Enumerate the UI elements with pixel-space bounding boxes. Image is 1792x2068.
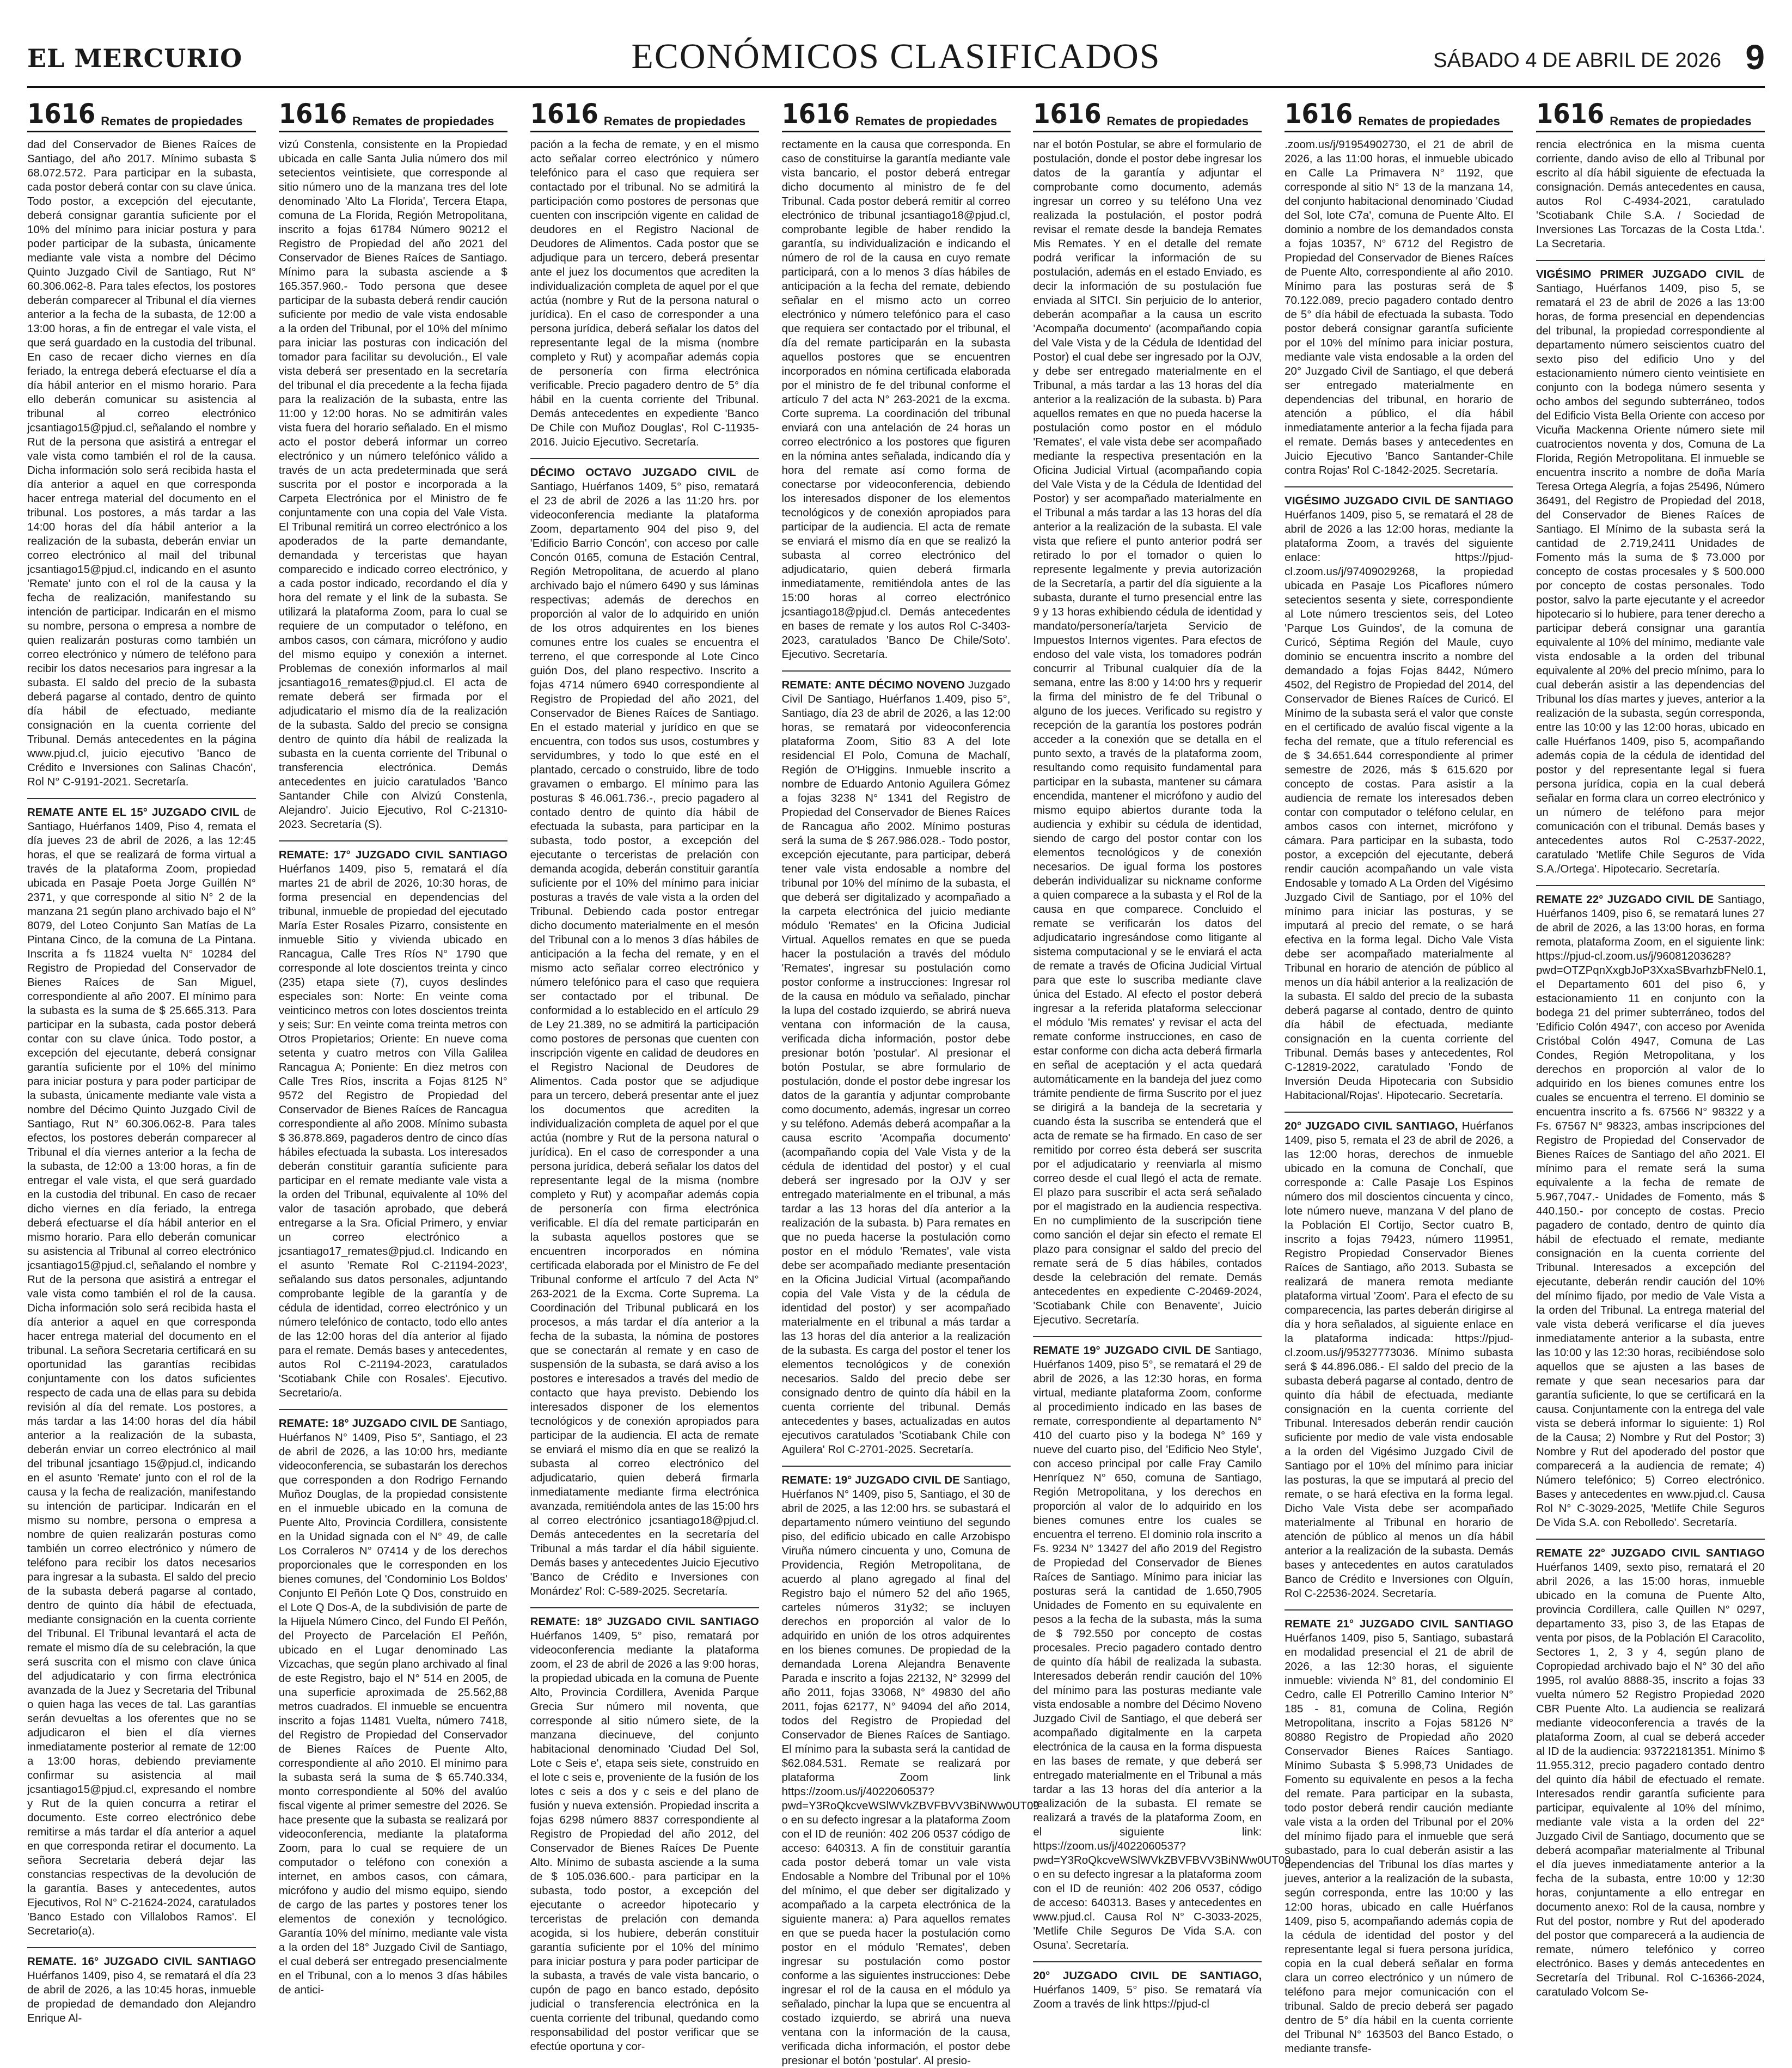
ad-text: Santiago, Huérfanos N° 1409, Piso 5°, Santiago, el 23 de abril de 2026, a las 10:00 hrs, mediante videoconferencia, se subastarán los derechos que corresponden a don Rodrigo Fernando Muñoz Douglas, de la propiedad consistente en el inmueble ubicado en la comuna de Puente Alto, Provincia Cordillera, consistente en la Unidad signada con el N° 49, de calle Los Corraleros N° 07414 y de los derechos proporcionales que le corresponden en los bienes comunes, del 'Condominio Los Boldos' Conjunto El Peñón Lote Q Dos, construido en el Lote Q Dos-A, de la subdivisión de parte de la Hijuela Número Cinco, del Fundo El Peñón, del Proyecto de Parcelación El Peñón, ubicado en el Lugar denominado Las Vizcachas, que según plano archivado al final de este Registro, bajo el N° 514 en 2005, de una superficie aproximada de 25.562,88 metros cuadrados. El inmueble se encuentra inscrito a fojas 11481 Vuelta, número 7418, del Registro de Propiedad del Conservador de Bienes Raíces de Puente Alto, correspondiente al año 2010. El mínimo para la subasta será la suma de $ 65.740.334, monto correspondiente al 50% del avalúo fiscal vigente al primer semestre del 2026. Se hace presente que la subasta se realizará por videoconferencia, mediante la plataforma Zoom, para lo cual se requiere de un computador o teléfono con conexión a internet, en ambos casos, con cámara, micrófono y audio del mismo equipo, siendo de cargo de las partes y postores tener los elementos de conexión y tecnológico. Garantía 10% del mínimo, mediante vale vista a la orden del 18° Juzgado Civil de Santiago, el cual deberá ser entregado presencialmente en el Tribunal, con a lo menos 3 días hábiles de antici- <box>278 1417 507 1996</box>
ad-text: dad del Conservador de Bienes Raíces de Santiago, del año 2017. Mínimo subasta $ 68.072.572. Para participar en la subasta, cada postor deberá contar con su clave única. Todo postor, a excepción del ejecutante, deberá consignar garantía suficiente por el 10% del mínimo para iniciar postura y para poder participar de la subasta, únicamente mediante vale vista a nombre del Décimo Quinto Juzgado Civil de Santiago, Rut N° 60.306.062-8. Para tales efectos, los postores deberán comparecer al Tribunal el día viernes anterior a la fecha de la subasta, de 12:00 a 13:00 horas, a fin de entregar el vale vista, el que será guardado en la custodia del tribunal. En caso de recaer dicho viernes en día feriado, la entrega deberá efectuarse el día a día hábil anterior en el mismo horario. Para ello deberán comunicar su asistencia al tribunal al correo electrónico jcsantiago15@pjud.cl, señalando el nombre y Rut de la persona que asistirá a entregar el vale vista como también el rol de la causa. Dicha información solo será recibida hasta el día anterior a aquel en que corresponda hacer entrega material del documento en el tribunal. Los postores, a más tardar a las 14:00 horas del día hábil anterior a la realización de la subasta, deberán enviar un correo electrónico al mail del tribunal jcsantiago15@pjud.cl, indicando en el asunto 'Remate' junto con el rol de la causa y la fecha de realización, manifestando su intención de participar. Indicarán en el mismo su nombre, persona o empresa a nombre de quien realizarán posturas como también un correo electrónico y número de teléfono para recibir los datos necesarios para ingresar a la subasta. El saldo del precio de la subasta deberá pagarse al contado, dentro de quinto día hábil de efectuado, mediante consignación en la cuenta corriente del Tribunal. Demás antecedentes en la página www.pjud.cl, juicio ejecutivo 'Banco de Crédito e Inversiones con Salinas Chacón', Rol N° C-9191-2021. Secretaría. <box>27 138 256 788</box>
category-code: 1616 <box>1536 98 1605 130</box>
ad-text: Santiago, Huérfanos N° 1409, piso 5, Santiago, el 30 de abril de 2025, a las 12:00 hrs. se subastará el departamento número veintiuno del segundo piso, del edificio ubicado en calle Arzobispo Viruña número cincuenta y uno, Comuna de Providencia, Región Metropolitana, de acuerdo al plano agregado al final del Registro bajo el número 52 del año 1965, carteles números 31y32; se incluyen derechos en proporción al valor de lo adquirido en unión de los otros adquirentes en los bienes comunes. De propiedad de la demandada Lorena Alejandra Benavente Parada e inscrito a fojas 22132, N° 32999 del año 2011, fojas 33068, N° 49830 del año 2011, fojas 62177, N° 94094 del año 2014, todos del Registro de Propiedad del Conservador de Bienes Raíces de Santiago. El mínimo para la subasta será la cantidad de $62.084.531. Remate se realizará por plataforma Zoom link https://zoom.us/j/4022060537?pwd=Y3RoQkcveWSlWVkZBVFBVV3BiNWw0UT09 o en su defecto ingresar a la plataforma Zoom con el ID de reunión: 402 206 0537 código de acceso: 640313. A fin de constituir garantía cada postor deberá tomar un vale vista Endosable a Nombre del Tribunal por el 10% del mínimo, el que deber ser digitalizado y acompañado a la carpeta electrónica de la siguiente manera: a) Para aquellos remates en que se pueda hacer la postulación como postor en el módulo 'Remates', deben ingresar su postulación como postor conforme a las siguientes instrucciones: Debe ingresar el rol de la causa en el módulo ya señalado, pinchar la lupa que se encuentra al costado izquierdo, se abrirá una nueva ventana con la información de la causa, verificada dicha información, el postor debe presionar el botón 'postular'. Al presio- <box>781 1474 1039 2067</box>
classified-ad <box>1033 138 1262 1327</box>
ad-heading: 20° JUZGADO CIVIL DE SANTIAGO, <box>1033 1969 1262 1982</box>
ad-separator <box>1536 260 1765 261</box>
column-7 <box>1536 93 1766 1998</box>
column-heading <box>530 93 759 132</box>
category-code: 1616 <box>1285 98 1353 130</box>
ad-separator <box>27 798 256 799</box>
ad-text: Huérfanos 1409, piso 5, Santiago, subastará en modalidad presencial el 21 de abril de 2026, a las 12:30 horas, el siguiente inmueble: vivienda N° 81, del condominio El Cedro, calle El Potrerillo Camino Interior N° 185 - 81, comuna de Colina, Región Metropolitana, inscrito a Fojas 58126 N° 80880 Registro de Propiedad año 2020 Conservador Bienes Raíces Santiago. Mínimo Subasta $ 5.998,73 Unidades de Fomento su equivalente en pesos a la fecha del remate. Para participar en la subasta, todo postor deberá rendir caución mediante vale vista a la orden del Tribunal por el 20% del mínimo fijado para el inmueble que será subastado, para lo cual deberán asistir a las dependencias del Tribunal los días martes y jueves, anterior a la realización de la subasta, según corresponda, entre las 10:00 y las 12:00 horas, ubicado en calle Huérfanos 1409, piso 5, acompañando además copia de la cédula de identidad del postor y del representante legal si fuera persona jurídica, copia en la cual deberá señalar en forma clara un correo electrónico y un número de teléfono para mejor comunicación con el tribunal. Saldo de precio deberá ser pagado dentro de 5° día hábil en la cuenta corriente del Tribunal N° 163503 del Banco Estado, o mediante transfe- <box>1285 1632 1514 2055</box>
column-6 <box>1285 93 1514 2055</box>
column-3 <box>530 93 759 2053</box>
category-code: 1616 <box>530 98 598 130</box>
column-heading <box>1033 93 1262 132</box>
column-body <box>27 132 256 2026</box>
ad-heading: REMATE: 18° JUZGADO CIVIL SANTIAGO <box>530 1615 759 1628</box>
category-label: Remates de propiedades <box>1610 114 1752 128</box>
classified-ad <box>1285 138 1513 478</box>
classified-ad <box>530 138 759 449</box>
column-heading <box>1536 93 1765 132</box>
column-body <box>279 132 507 1997</box>
ad-text: de Santiago, Huérfanos 1409, piso 5, se rematará el 23 de abril de 2026 a las 13:00 horas, de forma presencial en dependencias del tribunal, la propiedad correspondiente al departamento número seiscientos cuatro del sexto piso del edificio Uno y del estacionamiento número ciento veintisiete en conjunto con la bodega número sesenta y ocho ambos del segundo subterráneo, todos del Edificio Vista Bella Oriente con acceso por Vicuña Mackenna Oriente número siete mil cuatrocientos noventa y dos, Comuna de La Florida, Región Metropolitana. El inmueble se encuentra inscrito a nombre de doña María Teresa Ortega Alegría, a fojas 25496, Número 36491, del Registro de Propiedad del 2018, del Conservador de Bienes Raíces de Santiago. El Mínimo de la subasta será la cantidad de 2.719,2411 Unidades de Fomento más la suma de $ 73.000 por concepto de costas procesales y $ 500.000 por concepto de costas personales. Todo postor, salvo la parte ejecutante y el acreedor hipotecario si lo hubiere, para tener derecho a participar deberá consignar una garantía equivalente al 10% del mínimo, mediante vale vista endosable a la orden del tribunal equivalente al 20% del precio mínimo, para lo cual deberán asistir a las dependencias del Tribunal los días martes y jueves, anterior a la realización de la subasta, según corresponda, entre las 10:00 y las 12:00 horas, ubicado en calle Huérfanos 1409, piso 5, acompañando además copia de la cédula de identidad del postor y del representante legal si fuera persona jurídica, copia en la cual deberá señalar en forma clara un correo electrónico y un número de teléfono para mejor comunicación con el tribunal. Demás bases y antecedentes autos Rol C-2537-2022, caratulado 'Metlife Chile Seguros de Vida S.A./Ortega'. Hipotecario. Secretaría. <box>1536 268 1765 875</box>
classified-ad <box>27 138 256 789</box>
classified-ad <box>1285 1617 1513 2056</box>
ad-heading: VIGÉSIMO PRIMER JUZGADO CIVIL <box>1536 268 1753 280</box>
category-label: Remates de propiedades <box>1106 114 1249 128</box>
classified-ad <box>1285 494 1513 1103</box>
ad-text: .zoom.us/j/91954902730, el 21 de abril de 2026, a las 11:00 horas, el inmueble ubicado en Calle La Primavera N° 1192, que corresponde al sitio N° 13 de la manzana 14, del conjunto habitacional denominado 'Ciudad del Sol, lote C7a', comuna de Puente Alto. El dominio a nombre de los demandados consta a fojas 10357, N° 6712 del Registro de Propiedad del Conservador de Bienes Raíces de Puente Alto, correspondiente al año 2010. Mínimo para las posturas será de $ 70.122.089, precio pagadero contado dentro de 5° día hábil de efectuada la subasta. Todo postor deberá consignar garantía suficiente por el 10% del mínimo para iniciar postura, mediante vale vista endosable a la orden del 20° Juzgado Civil de Santiago, el que deberá ser entregado materialmente en dependencias del tribunal, en horario de atención a público, el día hábil inmediatamente anterior a la fecha fijada para el remate. Demás bases y antecedentes en Juicio Ejecutivo 'Banco Santander-Chile contra Rojas' Rol C-1842-2025. Secretaría. <box>1285 138 1514 477</box>
category-code: 1616 <box>27 98 96 130</box>
ad-text: de Santiago, Huérfanos 1409, Piso 4, remata el día jueves 23 de abril de 2026, a las 12:45 horas, el que se realizará de forma virtual a través de la plataforma Zoom, propiedad ubicada en Pasaje Poeta Jorge Guillén N° 2371, y que corresponde al sitio N° 2 de la manzana 21 según plano archivado bajo el N° 8079, del Loteo Conjunto San Matías de La Pintana Cinco, de la comuna de La Pintana. Inscrita a fs 11824 vuelta N° 10284 del Registro de Propiedad del Conservador de Bienes Raíces de San Miguel, correspondiente al año 2007. El mínimo para la subasta es la suma de $ 25.665.313. Para participar en la subasta, cada postor deberá contar con su clave única. Todo postor, a excepción del ejecutante, deberá consignar garantía suficiente por el 10% del mínimo para iniciar postura y para poder participar de la subasta, únicamente mediante vale vista a nombre del Décimo Quinto Juzgado Civil de Santiago, Rut N° 60.306.062-8. Para tales efectos, los postores deberán comparecer al Tribunal el día viernes anterior a la fecha de la subasta, de 12:00 a 13:00 horas, a fin de entregar el vale vista, el que será guardado en la custodia del tribunal. En caso de recaer dicho viernes en día feriado, la entrega deberá efectuarse el día hábil anterior en el mismo horario. Para ello deberán comunicar su asistencia al Tribunal al correo electrónico jcsantiago15@pjud.cl, señalando el nombre y Rut de la persona que asistirá a entregar el vale vista como también el rol de la causa. Dicha información solo será recibida hasta el día anterior a aquel en que corresponda hacer entrega material del documento en el tribunal. La señora Secretaria certificará en su oportunidad las garantías recibidas conjuntamente con los datos suficientes respecto de cada una de ellas para su debida revisión al día del remate. Los postores, a más tardar a las 14:00 horas del día hábil anterior a la realización de la subasta, deberán enviar un correo electrónico al mail del tribunal jcsantiago 15@pjud.cl, indicando en el asunto 'Remate' junto con el rol de la causa y la fecha de realización, manifestando su intención de participar. Indicarán en el mismo su nombre, persona o empresa a nombre de quien realizarán posturas como también un correo electrónico y número de teléfono para recibir los datos necesarios para ingresar a la subasta. El saldo del precio de la subasta deberá pagarse al contado, dentro de quinto día hábil de efectuada, mediante consignación en la cuenta corriente del Tribunal. El Tribunal levantará el acta de remate el mismo día de su celebración, la que será suscrita con el mismo con clave única del adjudicatario y con firma electrónica avanzada de la Juez y Secretaria del Tribunal o quien haga las veces de tal. Las garantías serán devueltas a los oferentes que no se adjudicaron el bien el día viernes inmediatamente posterior al remate de 12:00 a 13:00 horas, debiendo previamente confirmar su asistencia al mail jcsantiago15@pjud.cl, expresando el nombre y Rut de la quien concurra a retirar el documento. Este correo electrónico debe remitirse a más tardar el día anterior a aquel en que corresponda retirar el documento. La señora Secretaria deberá dejar las constancias respectivas de la devolución de la garantía. Bases y antecedentes, autos Ejecutivos, Rol N° C-21624-2024, caratulados 'Banco Estado con Villalobos Ramos'. El Secretario(a). <box>27 806 256 1937</box>
column-body <box>781 132 1039 2068</box>
classified-ad <box>781 1473 1039 2068</box>
page-header <box>27 33 1765 98</box>
category-code: 1616 <box>781 98 850 130</box>
classified-ad <box>1033 1344 1291 1953</box>
classified-ad <box>1536 1546 1765 1999</box>
ad-heading: REMATE: 17° JUZGADO CIVIL SANTIAGO <box>278 849 507 861</box>
category-label: Remates de propiedades <box>855 114 998 128</box>
ad-text: Huérfanos 1409, 5° piso, rematará por videoconferencia mediante la plataforma zoom, el 23 de abril de 2026 a las 9:00 horas, la propiedad ubicada en la comuna de Puente Alto, Provincia Cordillera, Avenida Parque Grecia Sur número mil noventa, que corresponde al sitio número siete, de la manzana diecinueve, del conjunto habitacional denominado 'Ciudad Del Sol, Lote c Seis e', etapa seis siete, construido en el lote c seis e, proveniente de la fusión de los lotes c seis a dos y c seis e del plano de fusión y nueva extensión. Propiedad inscrita a fojas 6298 número 8837 correspondiente al Registro de Propiedad del año 2012, del Conservador de Bienes Raíces De Puente Alto. Mínimo de subasta asciende a la suma de $ 105.036.600.- para participar en la subasta, todo postor, a excepción del ejecutante o acreedor hipotecario y terceristas de prelación con demanda acogida, si los hubiere, deberán constituir garantía suficiente por el 10% del mínimo para iniciar postura y para poder participar de la subasta, a través de vale vista bancario, o cupón de pago en banco estado, depósito judicial o transferencia electrónica en la cuenta corriente del tribunal, quedando como responsabilidad del postor verificar que se efectúe oportuna y cor- <box>530 1630 759 2053</box>
classified-columns <box>27 93 1766 2067</box>
category-code: 1616 <box>1033 98 1102 130</box>
classified-ad <box>279 138 507 832</box>
column-1 <box>27 93 256 2024</box>
ad-heading: 20° JUZGADO CIVIL SANTIAGO, <box>1285 1120 1462 1132</box>
classified-ad <box>1536 267 1765 876</box>
category-label: Remates de propiedades <box>101 114 243 128</box>
classified-ad <box>279 848 507 1400</box>
ad-heading: VIGÉSIMO JUZGADO CIVIL DE SANTIAGO <box>1285 495 1514 507</box>
edition-date: SÁBADO 4 DE ABRIL DE 2026 <box>1433 49 1721 72</box>
ad-separator <box>1536 1539 1765 1540</box>
page-number: 9 <box>1745 38 1765 77</box>
ad-separator <box>1285 1609 1513 1611</box>
ad-separator <box>1285 486 1513 487</box>
ad-separator <box>530 1607 759 1608</box>
ad-text: Huérfanos 1409, piso 5, rematará el día martes 21 de abril de 2026, 10:30 horas, de forma presencial en dependencias del tribunal, inmueble de propiedad del ejecutado María Ester Rosales Pizarro, consistente en inmueble Sitio y vivienda ubicado en Rancagua, Calle Tres Ríos N° 1790 que corresponde al lote doscientos treinta y cinco (235) etapa siete (7), cuyos deslindes especiales son: Norte: En veinte coma veinticinco metros con lotes doscientos treinta y seis; Sur: En veinte coma treinta metros con Otros Propietarios; Oriente: En nueve coma setenta y cuatro metros con Villa Galilea Rancagua A; Poniente: En diez metros con Calle Tres Ríos, inscrita a Fojas 8125 N° 9572 del Registro de Propiedad del Conservador de Bienes Raíces de Rancagua correspondiente al año 2008. Mínimo subasta $ 36.878.869, pagaderos dentro de cinco días hábiles efectuada la subasta. Los interesados deberán constituir garantía suficiente para participar en el remate mediante vale vista a la orden del Tribunal, equivalente al 10% del valor de tasación aprobado, que deberá entregarse a la Sra. Oficial Primero, y enviar un correo electrónico a jcsantiago17_remates@pjud.cl. Indicando en el asunto 'Remate Rol C-21194-2023', señalando sus datos personales, adjuntando comprobante legible de la garantía y de cédula de identidad, correo electrónico y un número telefónico de contacto, todo ello antes de las 12:00 horas del día anterior al fijado para el remate. Demás bases y antecedentes, autos Rol C-21194-2023, caratulados 'Scotiabank Chile con Rosales'. Ejecutivo. Secretario/a. <box>278 863 507 1399</box>
column-4 <box>781 93 1039 2067</box>
ad-text: Huérfanos 1409, 5° piso. Se rematará vía Zoom a través de link https://pjud-cl <box>1033 1984 1262 2010</box>
ad-text: Juzgado Civil De Santiago, Huérfanos 1.409, piso 5°, Santiago, día 23 de abril de 2026, a las 12:00 horas, se rematará por videoconferencia plataforma Zoom, Sitio 83 A del lote residencial El Polo, Comuna de Machalí, Región de O'Higgins. Inmueble inscrito a nombre de Eduardo Antonio Aguilera Gómez a fojas 3238 N° 1341 del Registro de Propiedad del Conservador de Bienes Raíces de Rancagua año 2002. Mínimo posturas será la suma de $ 267.986.028.- Todo postor, excepción ejecutante, para participar, deberá tener vale vista endosable a nombre del tribunal por 10% del mínimo de la subasta, el que deberá ser digitalizado y acompañado a la carpeta electrónica del juicio mediante módulo 'Remates' en la Oficina Judicial Virtual. Aquellos remates en que se pueda hacer la postulación a través del módulo 'Remates', ingresar su postulación como postor conforme a instrucciones: Ingresar rol de la causa en módulo va señalado, pinchar la lupa del costado izquierdo, se abrirá nueva ventana con información de la causa, verificada dicha información, postor debe presionar botón 'postular'. Al presionar el botón Postular, se abre formulario de postulación, donde el postor debe ingresar los datos de la garantía y adjuntar comprobante como documento, además, ingresar un correo y su teléfono. Además deberá acompañar a la causa escrito 'Acompaña documento' (acompañando copia del Vale Vista y de la cédula de identidad del postor) y el cual deberá ser ingresado por la OJV y ser entregado materialmente en el tribunal, a más tardar a las 13 horas del día anterior a la realización de la subasta. b) Para remates en que no pueda hacerse la postulación como postor en el módulo 'Remates', vale vista debe ser acompañado mediante presentación en la Oficina Judicial Virtual (acompañando copia del Vale Vista y de la cédula de identidad del postor) y ser acompañado materialmente en el tribunal a más tardar a las 13 horas del día anterior a la realización de la subasta. Es carga del postor el tener los elementos tecnológicos y de conexión necesarios. Saldo del precio debe ser consignado dentro de quinto día hábil en la cuenta corriente del tribunal. Demás antecedentes y bases, actualizadas en autos ejecutivos caratulados 'Scotiabank Chile con Aguilera' Rol C-2701-2025. Secretaría. <box>781 679 1011 1456</box>
ad-separator <box>782 670 1011 672</box>
column-heading <box>279 93 507 132</box>
classified-ad <box>279 1417 507 1997</box>
category-label: Remates de propiedades <box>1358 114 1500 128</box>
ad-text: nar el botón Postular, se abre el formulario de postulación, donde el postor debe ingresar los datos de la garantía y adjuntar el comprobante como documento, además ingresar un correo y su teléfono Una vez realizada la postulación, el postor podrá revisar el remate desde la bandeja Remates Mis Remates. Y en el detalle del remate podrá verificar la información de su postulación, además en el estado Enviado, es decir la información de su postulación fue enviada al SITCI. Sin perjuicio de lo anterior, deberán acompañar a la causa un escrito 'Acompaña documento' (acompañando copia del Vale Vista y de la Cédula de Identidad del Postor) el cual debe ser ingresado por la OJV, y debe ser entregado materialmente en el Tribunal, a más tardar a las 13 horas del día anterior a la realización de la subasta. b) Para aquellos remates en que no pueda hacerse la postulación como postor en el módulo 'Remates', el vale vista debe ser acompañado mediante la respectiva presentación en la Oficina Judicial Virtual (acompañando copia del Vale Vista y de la Cédula de Identidad del Postor) y ser acompañado materialmente en el Tribunal a más tardar a las 13 horas del día anterior a la realización de la subasta. El vale vista que refiere el punto anterior podrá ser retirado lo por el tomador o quien lo represente legalmente y previa autorización de la Secretaría, a partir del día siguiente a la subasta, durante el turno presencial entre las 9 y 13 horas exhibiendo cédula de identidad y mandato/personería/tarjeta Servicio de Impuestos Internos vigentes. Para efectos de endoso del vale vista, los tomadores podrán concurrir al Tribunal cualquier día de la semana, entre las 8:00 y 14:00 hrs y requerir la firma del ministro de fe del Tribunal o alguno de los jueces. Verificado su registro y recepción de la garantía los postores podrán acceder a la conexión que se detalla en el punto sexto, a través de la plataforma zoom, resultando como requisito fundamental para participar en la subasta, mantener su cámara encendida, mantener el micrófono y audio del mismo equipo abiertos durante toda la audiencia y exhibir su cédula de identidad, siendo de cargo del postor contar con los elementos tecnológicos y de conexión necesarios. De igual forma los postores deberán individualizar su nickname conforme a quien comparece a la subasta y el Rol de la causa en que comparece. Concluido el remate se verificarán los datos del adjudicatario ingresándose como litigante al sistema computacional y se le enviará el acta de remate a través de Oficina Judicial Virtual para que este lo suscriba mediante clave única del Estado. Al efecto el postor deberá ingresar a la referida plataforma seleccionar el módulo 'Mis remates' y revisar el acta del remate conforme instrucciones, en caso de estar conforme con dicha acta deberá firmarla en señal de aceptación y el acta quedará automáticamente en la bandeja del juez como trámite pendiente de firma Suscrito por el juez se dirigirá a la bandeja de la secretaria y cuando ésta la suscriba se entenderá que el acta de remate se ha firmado. En caso de ser remitido por correo ésta deberá ser suscrita por el adjudicatario y reenviarla al mismo correo desde el cual llegó el acta de remate. El plazo para suscribir el acta será señalado por el magistrado en la audiencia respectiva. En no cumplimiento de la suscripción tiene como sanción el dejar sin efecto el remate El plazo para consignar el saldo del precio del remate será de 5 días hábiles, contados desde la celebración del remate. Demás antecedentes en expediente C-20469-2024, 'Scotiabank Chile con Benavente', Juicio Ejecutivo. Secretaría. <box>1033 138 1262 1326</box>
ad-text: Santiago, Huérfanos 1409, piso 6, se rematará lunes 27 de abril de 2026, a las 13:00 horas, en forma remota, plataforma Zoom, en el siguiente link: https://pjud-cl.zoom.us/j/96081203628?pwd=OTZPqnXxgbJoP3XxaSBvarhzbFNel0.1, el Departamento 601 del piso 6, y estacionamiento 11 en conjunto con la bodega 21 del primer subterráneo, todos del 'Edificio Colón 4947', con acceso por Avenida Cristóbal Colón 4947, Comuna de Las Condes, Región Metropolitana, y los derechos en proporción al valor de lo adquirido en los bienes comunes entre los cuales se encuentra el terreno. El dominio se encuentra inscrito a fs. 67566 N° 98322 y a Fs. 67567 N° 98323, ambas inscripciones del Registro de Propiedad del Conservador de Bienes Raíces de Santiago del año 2021. El mínimo para el remate será la suma equivalente a la fecha de remate de 5.967,7047.- Unidades de Fomento, más $ 440.150.- por concepto de costas. Precio pagadero de contado, dentro de quinto día hábil de efectuado el remate, mediante consignación en la cuenta corriente del Tribunal. Interesados a excepción del ejecutante, deberán rendir caución del 10% del mínimo fijado, por medio de Vale Vista a la orden del Tribunal. La entrega material del vale vista deberá verificarse el día jueves inmediatamente anterior a la subasta, entre las 10:00 y las 12:30 horas, recibiéndose solo aquellos que se ajusten a las bases de remate y que sean necesarios para dar garantía suficiente, lo que se certificará en la causa. Conjuntamente con la entrega del vale vista se deberá informar lo siguiente: 1) Rol de la Causa; 2) Nombre y Rut del Postor; 3) Nombre y Rut del apoderado del postor que comparecerá a la audiencia de remate; 4) Número telefónico; 5) Correo electrónico. Bases y antecedentes en www.pjud.cl. Causa Rol N° C-3029-2025, 'Metlife Chile Seguros De Vida S.A. con Rebolledo'. Secretaría. <box>1536 893 1766 1529</box>
ad-separator <box>530 458 759 459</box>
ad-text: Huérfanos 1409, piso 5, remata el 23 de abril de 2026, a las 12:00 horas, derechos de inmueble ubicado en la comuna de Conchalí, que corresponde a: Calle Pasaje Los Espinos número dos mil doscientos cincuenta y cinco, lote número nueve, manzana V del plano de la Población El Cortijo, Sector cuatro B, inscrito a fojas 79423, número 119951, Registro Propiedad Conservador Bienes Raíces de Santiago, año 2013. Subasta se realizará de manera remota mediante plataforma virtual 'Zoom'. Para el efecto de su comparecencia, las partes deberán dirigirse al día y hora señalados, al siguiente enlace en la plataforma indicada: https://pjud-cl.zoom.us/j/95327773036. Mínimo subasta será $ 44.896.086.- El saldo del precio de la subasta deberá pagarse al contado, dentro de quinto día hábil de efectuada, mediante consignación en la cuenta corriente del Tribunal. Interesados deberán rendir caución suficiente por medio de vale vista endosable a la orden del Vigésimo Juzgado Civil de Santiago por el 10% del mínimo para iniciar las posturas, la que se imputará al precio del remate, o se hará efectiva en la forma legal. Dicho Vale Vista debe ser acompañado materialmente al Tribunal en horario de atención de público al menos un día hábil anterior a la realización de la subasta. Demás bases y antecedentes en autos caratulados Banco de Crédito e Inversiones con Olguín, Rol C-22536-2024. Secretaría. <box>1285 1120 1514 1600</box>
classified-ad <box>782 678 1011 1457</box>
ad-separator <box>782 1466 1011 1467</box>
classified-ad <box>530 1615 759 2054</box>
ad-heading: REMATE. 16° JUZGADO CIVIL SANTIAGO <box>27 1955 256 1968</box>
classified-ad <box>27 1955 256 2026</box>
ad-separator <box>279 840 507 841</box>
header-rule <box>27 86 1765 88</box>
ad-heading: REMATE: ANTE DÉCIMO NOVENO <box>781 679 968 691</box>
classified-ad <box>1536 893 1765 1530</box>
ad-text: Santiago, Huérfanos 1409, piso 5°, se rematará el 29 de abril de 2026, a las 12:30 horas, en forma virtual, mediante plataforma Zoom, conforme al procedimiento indicado en las bases de remate, correspondiente al departamento N° 410 del cuarto piso y la bodega N° 169 y nueve del cuarto piso, del 'Edificio Neo Style', con acceso principal por calle Fray Camilo Henríquez N° 650, comuna de Santiago, Región Metropolitana, y los derechos en proporción al valor de lo adquirido en los bienes comunes entre los cuales se encuentra el terreno. El dominio rola inscrito a Fs. 9234 N° 13427 del año 2019 del Registro de Propiedad del Conservador de Bienes Raíces de Santiago. Mínimo para iniciar las posturas será la cantidad de 1.650,7905 Unidades de Fomento en su equivalente en pesos a la fecha de la subasta, más la suma de $ 792.550 por concepto de costas procesales. Precio pagadero contado dentro de quinto día hábil de realizada la subasta. Interesados deberán rendir caución del 10% del mínimo para las posturas mediante vale vista endosable a nombre del Décimo Noveno Juzgado Civil de Santiago, el que deberá ser acompañado digitalmente en la carpeta electrónica de la causa en la forma dispuesta en las bases de remate, y que deberá ser entregado materialmente en el Tribunal a más tardar a las 13 horas del día anterior a la realización de la subasta. El remate se realizará a través de la plataforma Zoom, en el siguiente link: https://zoom.us/j/4022060537?pwd=Y3RoQkcveWSlWVkZBVFBVV3BiNWw0UT09 o en su defecto ingresar a la plataforma zoom con el ID de reunión: 402 206 0537, código de acceso: 640313. Bases y antecedentes en www.pjud.cl. Causa Rol N° C-3033-2025, 'Metlife Chile Seguros De Vida S.A. con Osuna'. Secretaría. <box>1033 1344 1291 1951</box>
column-body <box>1033 132 1291 2011</box>
ad-text: vizú Constenla, consistente en la Propiedad ubicada en calle Santa Julia número dos mil setecientos veintisiete, que corresponde al sitio número uno de la manzana tres del lote denominado 'Alto La Florida', Tercera Etapa, comuna de La Florida, Región Metropolitana, inscrito a fojas 61784 Número 90212 el Registro de Propiedad del año 2021 del Conservador de Bienes Raíces de Santiago. Mínimo para la subasta asciende a $ 165.357.960.- Todo persona que desee participar de la subasta deberá rendir caución suficiente por medio de vale vista endosable a la orden del Tribunal, por el 10% del mínimo para iniciar las posturas con indicación del tomador para facilitar su devolución., El vale vista deberá ser presentado en la secretaría del tribunal el día precedente a la fecha fijada para la realización de la subasta, entre las 11:00 y 12:00 horas. No se admitirán vales vista fuera del horario señalado. En el mismo acto el postor deberá informar un correo electrónico y un número telefónico válido a través de un acta predeterminada que será suscrita por el postor e incorporada a la Carpeta Electrónica por el Ministro de fe conjuntamente con una copia del Vale Vista. El Tribunal remitirá un correo electrónico a los apoderados de la parte demandante, demandada y terceristas que hayan comparecido e indicado correo electrónico, y a cada postor indicado, recordando el día y hora del remate y el link de la subasta. Se utilizará la plataforma Zoom, para lo cual se requiere de un computador o teléfono, en ambos casos, con cámara, micrófono y audio del mismo equipo y conexión a internet. Problemas de conexión informarlos al mail jcsantiago16_remates@pjud.cl. El acta de remate deberá ser firmada por el adjudicatario el mismo día de la realización de la subasta. Saldo del precio se consigna dentro de quinto día hábil de realizada la subasta en la cuenta corriente del Tribunal o transferencia electrónica. Demás antecedentes en juicio caratulados 'Banco Santander Chile con Alvizú Constenla, Alejandro'. Juicio Ejecutivo, Rol C-21310-2023. Secretaría (S). <box>278 138 507 831</box>
ad-text: rencia electrónica en la misma cuenta corriente, dando aviso de ello al Tribunal por escrito al día hábil siguiente de efectuada la consignación. Demás antecedentes en causa, autos Rol C-4934-2021, caratulado 'Scotiabank Chile S.A. / Sociedad de Inversiones Las Torcazas de la Costa Ltda.'. La Secretaria. <box>1536 138 1765 250</box>
column-2 <box>278 93 507 1996</box>
ad-heading: REMATE 19° JUZGADO CIVIL DE <box>1033 1344 1215 1357</box>
category-code: 1616 <box>278 98 347 130</box>
ad-heading: REMATE: 18° JUZGADO CIVIL DE <box>278 1417 461 1430</box>
classified-ad <box>27 806 256 1938</box>
ad-text: de Santiago, Huérfanos 1409, 5° piso, rematará el 23 de abril de 2026 a las 11:20 hrs. por videoconferencia mediante la plataforma Zoom, departamento 904 del piso 9, del 'Edificio Barrio Concón', con acceso por calle Concón 0165, comuna de Estación Central, Región Metropolitana, de acuerdo al plano archivado bajo el número 6490 y sus láminas respectivas; además de derechos en proporción al valor de lo adquirido en unión de los otros adquirentes en los bienes comunes entre los cuales se encuentra el terreno, el que corresponde al Lote Cinco guión Dos, del plano respectivo. Inscrito a fojas 4714 número 6940 correspondiente al Registro de Propiedad del año 2021, del Conservador de Bienes Raíces de Santiago. En el estado material y jurídico en que se encuentra, con todos sus usos, costumbres y servidumbres, y todo lo que esté en el plantado, cercado o construido, libre de todo gravamen o embargo. El mínimo para las posturas $ 46.061.736.-, precio pagadero al contado dentro de quinto día hábil de efectuada la subasta, para participar en la subasta, todo postor, a excepción del ejecutante o terceristas de prelación con demanda acogida, deberán constituir garantía suficiente por el 10% del mínimo para iniciar posturas a través de vale vista a la orden del Tribunal. Debiendo cada postor entregar dicho documento materialmente en el mesón del Tribunal con a lo menos 3 días hábiles de anticipación a la fecha del remate, y en el mismo acto señalar correo electrónico y número telefónico para el caso que requiera ser contactado por el tribunal. De conformidad a lo establecido en el artículo 29 de Ley 21.389, no se admitirá la participación como postores de personas que cuenten con inscripción vigente en calidad de deudores en el Registro Nacional de Deudores de Alimentos. Cada postor que se adjudique para un tercero, deberá presentar ante el juez los documentos que acrediten la individualización completa de aquel por el que actúa (nombre y Rut de la persona natural o jurídica). En el caso de corresponder a una persona jurídica, deberá señalar los datos del representante legal de la misma (nombre completo y Rut) y acompañar además copia de personería con firma electrónica verificable. El día del remate participarán en la subasta aquellos postores que se encuentren incorporados en nómina certificada elaborada por el Ministro de Fe del Tribunal conforme el artículo 7 del Acta N° 263-2021 de la Excma. Corte Suprema. La Coordinación del Tribunal publicará en los procesos, a más tardar el día anterior a la fecha de la subasta, la nómina de postores que se conectarán al remate y en caso de suspensión de la subasta, se dará aviso a los postores e interesados a través del medio de contacto que haya previsto. Debiendo los interesados disponer de los elementos tecnológicos y de conexión apropiados para participar de la audiencia. El acta de remate se enviará el mismo día en que se realizó la subasta al correo electrónico del adjudicatario, quien deberá firmarla inmediatamente mediante firma electrónica avanzada, remitiéndola antes de las 15:00 hrs al correo electrónico jcsantiago18@pjud.cl. Demás antecedentes en la secretaría del Tribunal a más tardar el día hábil siguiente. Demás bases y antecedentes Juicio Ejecutivo 'Banco de Crédito e Inversiones con Monárdez' Rol: C-589-2025. Secretaría. <box>530 466 759 1597</box>
ad-separator <box>1285 1112 1513 1113</box>
classified-ad <box>1033 1969 1262 2011</box>
ad-separator <box>1033 1336 1262 1337</box>
classified-ad <box>1285 1119 1513 1601</box>
ad-text: pación a la fecha de remate, y en el mismo acto señalar correo electrónico y número telefónico para el caso que requiera ser contactado por el tribunal. No se admitirá la participación como postores de personas que cuenten con inscripción vigente en calidad de deudores en el Registro Nacional de Deudores de Alimentos. Cada postor que se adjudique para un tercero, deberá presentar ante el juez los documentos que acrediten la individualización completa de aquel por el que actúa (nombre y Rut de la persona natural o jurídica). En el caso de corresponder a una persona jurídica, deberá señalar los datos del representante legal de la misma (nombre completo y Rut) y acompañar además copia de personería con firma electrónica verificable. Precio pagadero dentro de 5° día hábil en la cuenta corriente del Tribunal. Demás antecedentes en expediente 'Banco De Chile con Muñoz Douglas', Rol C-11935-2016. Juicio Ejecutivo. Secretaría. <box>530 138 759 448</box>
column-body <box>1285 132 1513 2056</box>
ad-heading: REMATE: 19° JUZGADO CIVIL DE <box>781 1474 963 1486</box>
ad-heading: REMATE 22° JUZGADO CIVIL DE <box>1536 893 1718 906</box>
category-label: Remates de propiedades <box>603 114 746 128</box>
ad-separator <box>1536 885 1765 886</box>
ad-text: Huérfanos 1409, piso 5, se rematará el 28 de abril de 2026 a las 12:00 horas, mediante la plataforma Zoom, a través del siguiente enlace: https://pjud-cl.zoom.us/j/97409029268, la propiedad ubicada en Pasaje Los Picaflores número setecientos sesenta y siete, correspondiente al Lote número trescientos seis, del Loteo 'Parque Los Guindos', de la comuna de Curicó, Séptima Región del Maule, cuyo dominio se encuentra inscrito a nombre del demandado a fojas Fojas 8442, Número 4502, del Registro de Propiedad del 2014, del Conservador de Bienes Raíces de Curicó. El Mínimo de la subasta será el valor que conste en el certificado de avalúo fiscal vigente a la fecha del remate, que a título referencial es de $ 34.651.644 correspondiente al primer semestre de 2026, más $ 615.620 por concepto de costas. Para asistir a la audiencia de remate los interesados deben contar con computador o teléfono celular, en ambos casos con internet, micrófono y cámara. Para participar en la subasta, todo postor, a excepción del ejecutante, deberá rendir caución acompañando un vale vista Endosable y tomado A La Orden del Vigésimo Juzgado Civil de Santiago, por el 10% del mínimo para iniciar las posturas, y se imputará al precio del remate, o se hará efectiva en la forma legal. Dicho Vale Vista debe ser acompañado materialmente al Tribunal en horario de atención de público al menos un día hábil anterior a la realización de la subasta. El saldo del precio de la subasta deberá pagarse al contado, dentro de quinto día hábil de efectuada, mediante consignación en la cuenta corriente del Tribunal. Demás bases y antecedentes, Rol C-12819-2022, caratulado 'Fondo de Inversión Deuda Hipotecaria con Subsidio Habitacional/Rojas'. Hipotecario. Secretaría. <box>1285 509 1514 1102</box>
ad-text: Huérfanos 1409, piso 4, se rematará el día 23 de abril de 2026, a las 10:45 horas, inmueble de propiedad de demandado don Alejandro Enrique Al- <box>27 1969 256 2024</box>
ad-separator <box>279 1409 507 1410</box>
ad-heading: REMATE ANTE EL 15° JUZGADO CIVIL <box>27 806 244 819</box>
column-body <box>530 132 759 2054</box>
classified-ad <box>782 138 1011 662</box>
ad-text: Huérfanos 1409, sexto piso, rematará el 20 abril 2026, a las 15:00 horas, inmueble ubicado en la comuna de Puente Alto, provincia Cordillera, calle Quillen N° 0297, departamento 33, piso 3, de las Etapas de venta por pisos, de la Población El Caracolito, Sectores 1, 2, 3 y 4, según plano de Copropiedad archivado bajo el N° 30 del año 1995, rol avalúo 8888-35, inscrito a fojas 33 vuelta número 52 Registro Propiedad 2020 CBR Puente Alto. La audiencia se realizará mediante videoconferencia a través de la plataforma Zoom, al cual se deberá acceder al ID de la audiencia: 93722181351. Mínimo $ 11.955.312, precio pagadero contado dentro del quinto día hábil de efectuado el remate. Interesados rendir garantía suficiente para participar, equivalente al 10% del mínimo, mediante vale vista a la orden del 22° Juzgado Civil de Santiago, documento que se deberá acompañar materialmente al Tribunal el día jueves inmediatamente anterior a la fecha de la subasta, entre 10:00 y 12:30 horas, conjuntamente a ello entregar en documento anexo: Rol de la causa, nombre y Rut del postor, nombre y Rut del apoderado del postor que comparecerá a la audiencia de remate, número telefónico y correo electrónico. Bases y demás antecedentes en Secretaría del Tribunal. Rol C-16366-2024, caratulado Volcom Se- <box>1536 1561 1765 1998</box>
column-heading <box>1285 93 1513 132</box>
ad-heading: REMATE 22° JUZGADO CIVIL SANTIAGO <box>1536 1547 1765 1559</box>
newspaper-name: EL MERCURIO <box>27 44 243 73</box>
classified-ad <box>530 466 759 1599</box>
column-heading <box>27 93 256 132</box>
section-title: ECONÓMICOS CLASIFICADOS <box>631 36 1161 76</box>
ad-separator <box>1033 1961 1262 1962</box>
ad-separator <box>27 1947 256 1948</box>
column-body <box>1536 132 1765 1999</box>
ad-heading: DÉCIMO OCTAVO JUZGADO CIVIL <box>530 466 747 479</box>
column-heading <box>782 93 1011 132</box>
classified-ad <box>1536 138 1765 251</box>
column-5 <box>1033 93 1291 2010</box>
category-label: Remates de propiedades <box>352 114 494 128</box>
ad-text: rectamente en la causa que corresponda. En caso de constituirse la garantía mediante vale vista bancario, el postor deberá entregar dicho documento al ministro de fe del Tribunal. Cada postor deberá remitir al correo electrónico de tribunal jcsantiago18@pjud.cl, comprobante legible de haber rendido la garantía, su individualización e indicando el número de rol de la causa en cuyo remate participará, con a lo menos 3 días hábiles de anticipación a la fecha del remate, debiendo señalar en el mismo acto un correo electrónico y número telefónico para el caso que requiera ser contactado por el tribunal, el día del remate participarán en la subasta aquellos postores que se encuentren incorporados en nómina certificada elaborada por el ministro de fe del tribunal conforme el artículo 7 del acta N° 263-2021 de la excma. Corte suprema. La coordinación del tribunal enviará con una antelación de 24 horas un correo electrónico a los postores que figuren en la nómina antes señalada, indicando día y hora del remate así como forma de conectarse por videoconferencia, debiendo los interesados disponer de los elementos tecnológicos y de conexión apropiados para participar de la audiencia. El acta de remate se enviará el mismo día en que se realizó la subasta al correo electrónico del adjudicatario, quien deberá firmarla inmediatamente, remitiéndola antes de las 15:00 horas al correo electrónico jcsantiago18@pjud.cl. Demás antecedentes en bases de remate y los autos Rol C-3403-2023, caratulados 'Banco De Chile/Soto'. Ejecutivo. Secretaría. <box>781 138 1011 661</box>
ad-heading: REMATE 21° JUZGADO CIVIL SANTIAGO <box>1285 1618 1514 1630</box>
